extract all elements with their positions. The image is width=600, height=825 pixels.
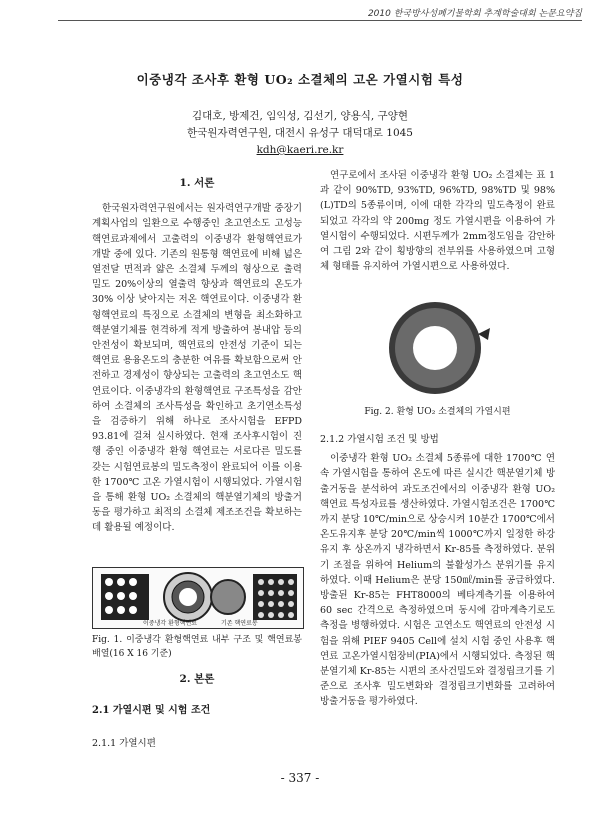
subsub-heading-1: 2.1.1 가열시편 (92, 738, 156, 750)
annular-pellet-photo (389, 302, 490, 394)
left-column-lower (92, 672, 302, 752)
annular-fuel-cross-section (164, 573, 212, 621)
fuel-assembly-grid-left (101, 574, 149, 620)
fig1-caption: Fig. 1. 이중냉각 환형핵연료 내부 구조 및 핵연료봉 배열(16 X 16 기준) (92, 635, 302, 659)
figure-2 (360, 298, 510, 398)
subsub-heading-2: 2.1.2 가열시험 조건 및 방법 (320, 434, 439, 445)
fuel-assembly-grid-right (253, 574, 297, 620)
conference-header: 2010 한국방사성폐기물학회 추계학술대회 논문요약집 (367, 9, 582, 19)
fig2-caption: Fig. 2. 환형 UO₂ 소결체의 가열시편 (364, 407, 511, 417)
figure-1-drawing (93, 568, 303, 628)
main-heading: 2. 본론 (179, 673, 215, 685)
page-number: - 337 - (280, 771, 320, 785)
author-affiliation: 한국원자력연구원, 대전시 유성구 대덕대로 1045 (187, 127, 413, 139)
fig1-legend-annular: 이중냉각 환형핵연료 (143, 620, 198, 627)
author-block (0, 108, 600, 159)
intro-paragraph: 한국원자력연구원에서는 원자력연구개발 중장기계획사업의 일환으로 수행중인 초고연소도 고성능 핵연료과제에서 고출력의 이중냉각 환형핵연료가 개발 중에 있다. 기존의 원통형 핵연료에 비해 넓은 열전달 면적과 얇은 소결체 두께의 형상으로 출력밀도 20%이상의 열출력 향상과 핵연료의 온도가 30% 이상 낮아지는 저온 핵연료이다. 이중냉각 환형핵연료의 특징으로 소결체의 변형을 최소화하고 핵분열기체를 현격하게 적게 방출하여 봉내압 등의 안전성이 확보되며, 핵연료의 안전성 기준이 되는 핵연료 용융온도의 충분한 여유를 확보함으로써 안전하고 경제성이 향상되는 고출력의 초고연소도 핵연료이다. 이중냉각의 환형핵연료 구조특성을 감안하여 소결체의 조사특성을 확인하고 초기연소특성을 검증하기 위해 하나로 조사시험을 EFPD 93.81에 걸쳐 실시하였다. 현재 조사후시험이 진행 중인 이중냉각 환형 핵연료는 서로다른 밀도를 갖는 시험연료봉의 밀도측정이 완료되어 이를 이용한 1700℃ 고온 가열시험이 시행되었다. 가열시험을 통해 환형 UO₂ 소결체의 핵분열기체의 방출거동을 평가하고 최적의 소결체 제조조건을 확보하는데 활용될 예정이다. (92, 203, 302, 534)
right-column-top (320, 168, 555, 274)
right-column-bottom (320, 432, 555, 710)
header-rule (58, 20, 582, 21)
figure-1 (92, 567, 304, 629)
sub-heading: 2.1 가열시편 및 시험 조건 (92, 705, 211, 717)
fig1-legend-conventional: 기존 핵연료봉 (221, 620, 258, 627)
conventional-fuel-cross-section (211, 580, 245, 614)
intro-heading: 1. 서론 (179, 177, 215, 189)
figure-2-drawing (360, 298, 510, 398)
paper-title: 이중냉각 조사후 환형 UO₂ 소결체의 고온 가열시험 특성 (136, 72, 464, 87)
left-column (92, 176, 302, 536)
author-email: kdh@kaeri.re.kr (256, 144, 344, 156)
author-names: 김대호, 방제건, 임익성, 김선기, 양용식, 구양현 (192, 110, 408, 122)
right-paragraph-2: 이중냉각 환형 UO₂ 소결체 5종류에 대한 1700℃ 연속 가열시험을 통하여 온도에 따른 실시간 핵분열기체 방출거동을 분석하여 과도조건에서의 이중냉각 환형 UO₂ 핵연료 특성자료를 생산하였다. 가열시험조건은 1700℃까지 분당 10℃/min으로 상승시켜 10분간 1700℃에서 온도유지후 분당 20℃/min씩 1000℃까지 일정한 하강유지 후 상온까지 냉각하면서 Kr-85를 측정하였다. 분위기 조절을 위하여 Helium의 불활성가스 분위기를 유지하였다. 이때 Helium은 분당 150㎖/min를 공급하였다. 방출된 Kr-85는 FHT8000의 베타계측기를 이용하여 60 sec 간격으로 측정하였으며 동시에 감마계측기로도 측정을 병행하였다. 시험은 고연소도 핵연료의 안전성 시험을 위해 PIEF 9405 Cell에 설치 시험 중인 사용후 핵연료 고온가열시험장비(PIA)에서 시행되었다. 측정된 핵분열기체 Kr-85는 시편의 조사건밀도와 결정립크기를 기준으로 조사후 밀도변화와 결정립크기변화를 고려하여 방출거동을 평가하였다. (320, 453, 555, 708)
right-paragraph-1: 연구로에서 조사된 이중냉각 환형 UO₂ 소결체는 표 1과 같이 90%TD, 93%TD, 96%TD, 98%TD 및 98%(L)TD의 5종류이며, 이에 대한 각각의 밀도측정이 완료되었고 각각의 약 200mg 정도 가열시편을 이용하여 가열시험이 수행되었다. 시편두께가 2mm정도임을 감안하여 그림 2와 같이 횡방향의 전부위를 사용하였으며 고형체 형태를 유지하여 가열시편으로 사용하였다. (320, 170, 555, 273)
